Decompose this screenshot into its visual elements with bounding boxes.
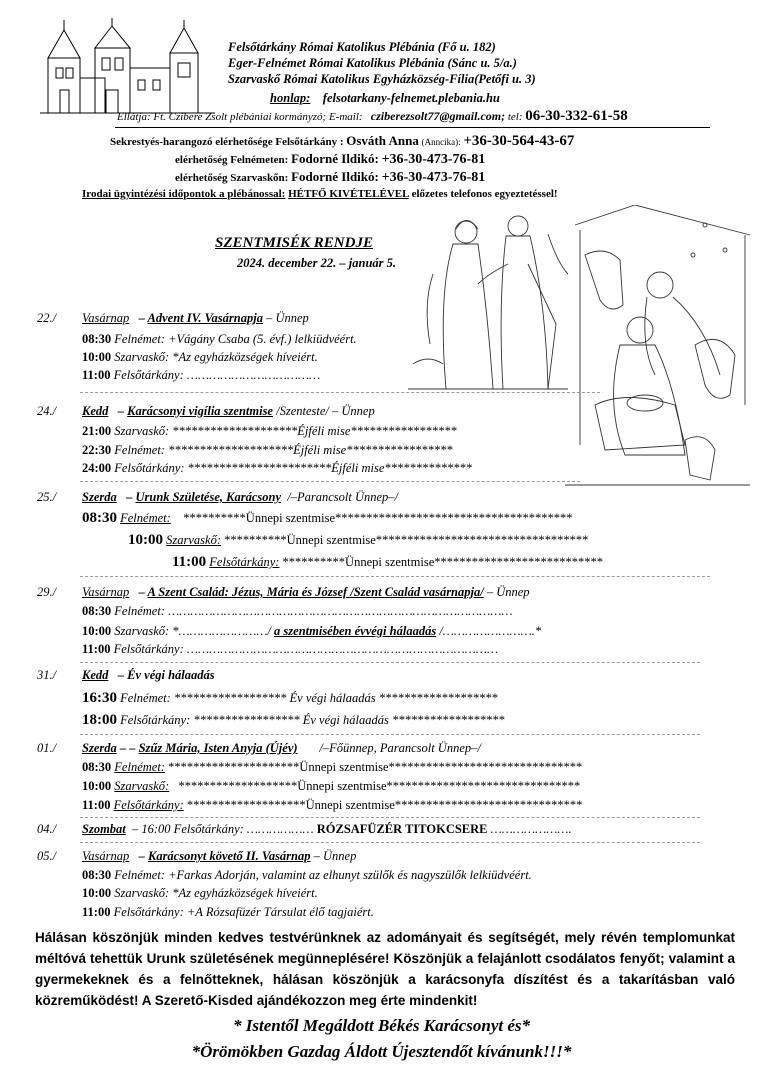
sacristan-name: Osváth Anna (346, 133, 419, 148)
felnemet-label: elérhetőség Felnémeten: (175, 154, 289, 166)
mass-row: 10:00 Szarvaskő: **********Ünnepi szentmise********************************** (128, 532, 589, 548)
weekday: Szombat (82, 822, 126, 836)
mass-row: 11:00 Felsőtárkány: ……………………………… (82, 368, 321, 382)
homepage-link[interactable]: felsotarkany-felnemet.plebania.hu (322, 91, 500, 105)
felnemet-name: Fodorné Ildikó: (291, 151, 379, 166)
thank-you-paragraph: Hálásan köszönjük minden kedves testvérünknek az adományait és segítségét, mely révén templomunkat méltóvá tehettük Urunk születésének megünneplésére! Köszönjük a felajánlott csodálatos fenyőt; valamint a gyermekeknek és a felnőtteknek, hálásan köszönjük a karácsonyfa díszítést és a takarításban való közreműködést! A Szerető-Kisded ajándékozzon meg érte mindenkit! (35, 930, 735, 1008)
day-heading-01 (82, 741, 481, 756)
new-year-wish: *Örömökben Gazdag Áldott Újesztendőt kívánunk!!!* (191, 1042, 572, 1061)
weekday: Szerda (82, 741, 117, 755)
day-number: 22./ (37, 311, 57, 325)
mass-row: 18:00 Felsőtárkány: ***************** Év végi hálaadás ****************** (82, 712, 505, 728)
section-divider (80, 842, 700, 843)
weekday: Vasárnap (82, 311, 130, 325)
sacristan-nick: (Anncika): (421, 137, 461, 147)
section-divider (80, 576, 710, 577)
parish-line-3: Szarvaskő Római Katolikus Egyházközség-Fília(Petőfi u. 3) (228, 72, 536, 86)
feast-name: Karácsonyt követő II. Vasárnap (147, 849, 311, 863)
dash: – (126, 490, 133, 504)
sacristan-line (110, 133, 574, 150)
dash: – (117, 404, 125, 418)
day-heading-24 (82, 404, 375, 419)
mass-row: 08:30 Felnémet: **********Ünnepi szentmise************************************** (82, 510, 573, 526)
header-divider (115, 127, 710, 128)
tel-label: tel: (507, 111, 523, 123)
visitation-drawing (408, 204, 573, 394)
dash: – (138, 585, 145, 599)
dash: – – (119, 741, 136, 755)
day-number: 31./ (37, 668, 57, 682)
event-rest: – 16:00 Felsőtárkány: ……………… (132, 822, 314, 836)
weekday: Kedd (82, 668, 109, 682)
section-divider (80, 481, 580, 482)
mass-row: 21:00 Szarvaskő: ********************Éjféli mise***************** (82, 424, 457, 438)
feast-name: Szűz Mária, Isten Anyja (Újév) (138, 741, 298, 755)
day-heading-31 (82, 668, 215, 683)
section-divider (80, 817, 700, 818)
mass-row: 08:30 Felnémet: ………………………………………………………………………………… (82, 604, 513, 618)
felnemet-phone: +36-30-473-76-81 (381, 152, 486, 167)
weekday: Szerda (82, 490, 117, 504)
weekday: Vasárnap (82, 585, 130, 599)
day-number: 04./ (37, 822, 57, 836)
szarvasko-name: Fodorné Ildikó: (291, 169, 379, 184)
weekday: Kedd (82, 404, 109, 418)
event-emph: RÓZSAFÜZÉR TITOKCSERE (316, 822, 488, 836)
day-heading-25 (82, 490, 398, 505)
day-number: 24./ (37, 404, 57, 418)
office-emph: HÉTFŐ KIVÉTELÉVEL (288, 188, 409, 200)
mass-row: 10:00 Szarvaskő: *……………………/ a szentmisében évvégi hálaadás /…………………….* (82, 624, 542, 638)
day-heading-04 (82, 822, 572, 837)
day-number: 25./ (37, 490, 57, 504)
tel-number: 06-30-332-61-58 (525, 108, 628, 124)
mass-row: 11:00 Felsőtárkány: +A Rózsafüzér Társulat élő tagjaiért. (82, 905, 374, 919)
day-heading-22 (82, 311, 309, 326)
day-heading-29 (82, 585, 530, 600)
feast-name: Urunk Születése, Karácsony (135, 490, 281, 504)
event-tail: …………………. (490, 822, 572, 836)
feast-name: Év végi hálaadás (127, 668, 215, 682)
nativity-drawing (565, 205, 755, 490)
mass-row: 08:30 Felnémet: *********************Ünnepi szentmise******************************* (82, 760, 583, 774)
section-divider (80, 392, 600, 393)
szarvasko-phone: +36-30-473-76-81 (381, 170, 486, 185)
weekday: Vasárnap (82, 849, 130, 863)
page-title: SZENTMISÉK RENDJE (215, 235, 373, 251)
office-label: Irodai ügyintézési időpontok a plébánossal: (82, 188, 286, 200)
day-heading-05 (82, 849, 356, 864)
day-number: 29./ (37, 585, 57, 599)
dash: – (138, 311, 145, 325)
parish-line-2: Eger-Felnémet Római Katolikus Plébánia (Sánc u. 5/a.) (228, 56, 517, 70)
email-link[interactable]: cziberezsolt77@gmail.com; (370, 109, 506, 123)
mass-row: 16:30 Felnémet: ****************** Év végi hálaadás ******************* (82, 690, 498, 706)
mass-row: 22:30 Felnémet: ********************Éjféli mise***************** (82, 443, 453, 457)
mass-row: 10:00 Szarvaskő: *Az egyházközségek híveiért. (82, 350, 318, 364)
churches-drawing (40, 18, 220, 118)
feast-tail: /–Főünnep, Parancsolt Ünnep–/ (319, 741, 481, 755)
sacristan-label: Sekrestyés-harangozó elérhetősége Felsőtárkány : (110, 136, 344, 148)
parish-line-1: Felsőtárkány Római Katolikus Plébánia (Fő u. 182) (228, 40, 496, 54)
feast-name: Karácsonyi vigília szentmise (127, 404, 273, 418)
feast-tail: /Szenteste/ – Ünnep (276, 404, 375, 418)
sacristan-phone: +36-30-564-43-67 (463, 133, 575, 149)
mass-row: 11:00 Felsőtárkány: ………………………………………………………………………… (82, 642, 499, 656)
homepage-line (270, 91, 500, 106)
feast-tail: – Ünnep (313, 849, 357, 863)
feast-tail: /–Parancsolt Ünnep–/ (287, 490, 399, 504)
contact-line (117, 108, 628, 125)
office-hours (82, 188, 558, 200)
mass-row: 08:30 Felnémet: +Vágány Csaba (5. évf.) lelkiüdvéért. (82, 332, 357, 346)
felnemet-contact (175, 151, 485, 168)
mass-row: 10:00 Szarvaskő: *******************Ünnepi szentmise******************************* (82, 779, 581, 793)
ellatja-text: Ellátja: Ft. Czibere Zsolt plébániai kormányzó; E-mail: (117, 111, 363, 123)
mass-row: 08:30 Felnémet: +Farkas Adorján, valamint az elhunyt szülők és nagyszülők lelkiüdvéért. (82, 868, 532, 882)
mass-row: 10:00 Szarvaskő: *Az egyházközségek híveiért. (82, 886, 318, 900)
day-number: 05./ (37, 849, 57, 863)
feast-name: Advent IV. Vasárnapja (147, 311, 263, 325)
dash: – (138, 849, 145, 863)
feast-name: A Szent Család: Jézus, Mária és József /Szent Család vasárnapja/ (147, 585, 484, 599)
section-divider (80, 734, 700, 735)
homepage-label: honlap: (270, 91, 311, 105)
mass-row: 11:00 Felsőtárkány: **********Ünnepi szentmise*************************** (172, 554, 604, 570)
period: 2024. december 22. – január 5. (237, 256, 397, 270)
section-divider (80, 662, 700, 663)
szarvasko-label: elérhetőség Szarvaskőn: (175, 172, 289, 184)
mass-row: 24:00 Felsőtárkány: ***********************Éjféli mise************** (82, 461, 472, 475)
day-number: 01./ (37, 741, 57, 755)
szarvasko-contact (175, 169, 485, 186)
christmas-wish: * Istentől Megáldott Békés Karácsonyt és* (232, 1016, 531, 1035)
feast-tail: – Ünnep (486, 585, 530, 599)
dash: – (117, 668, 125, 682)
mass-row: 11:00 Felsőtárkány: *******************Ünnepi szentmise****************************** (82, 798, 583, 812)
office-rest: előzetes telefonos egyeztetéssel! (411, 188, 558, 200)
feast-tail: – Ünnep (266, 311, 309, 325)
